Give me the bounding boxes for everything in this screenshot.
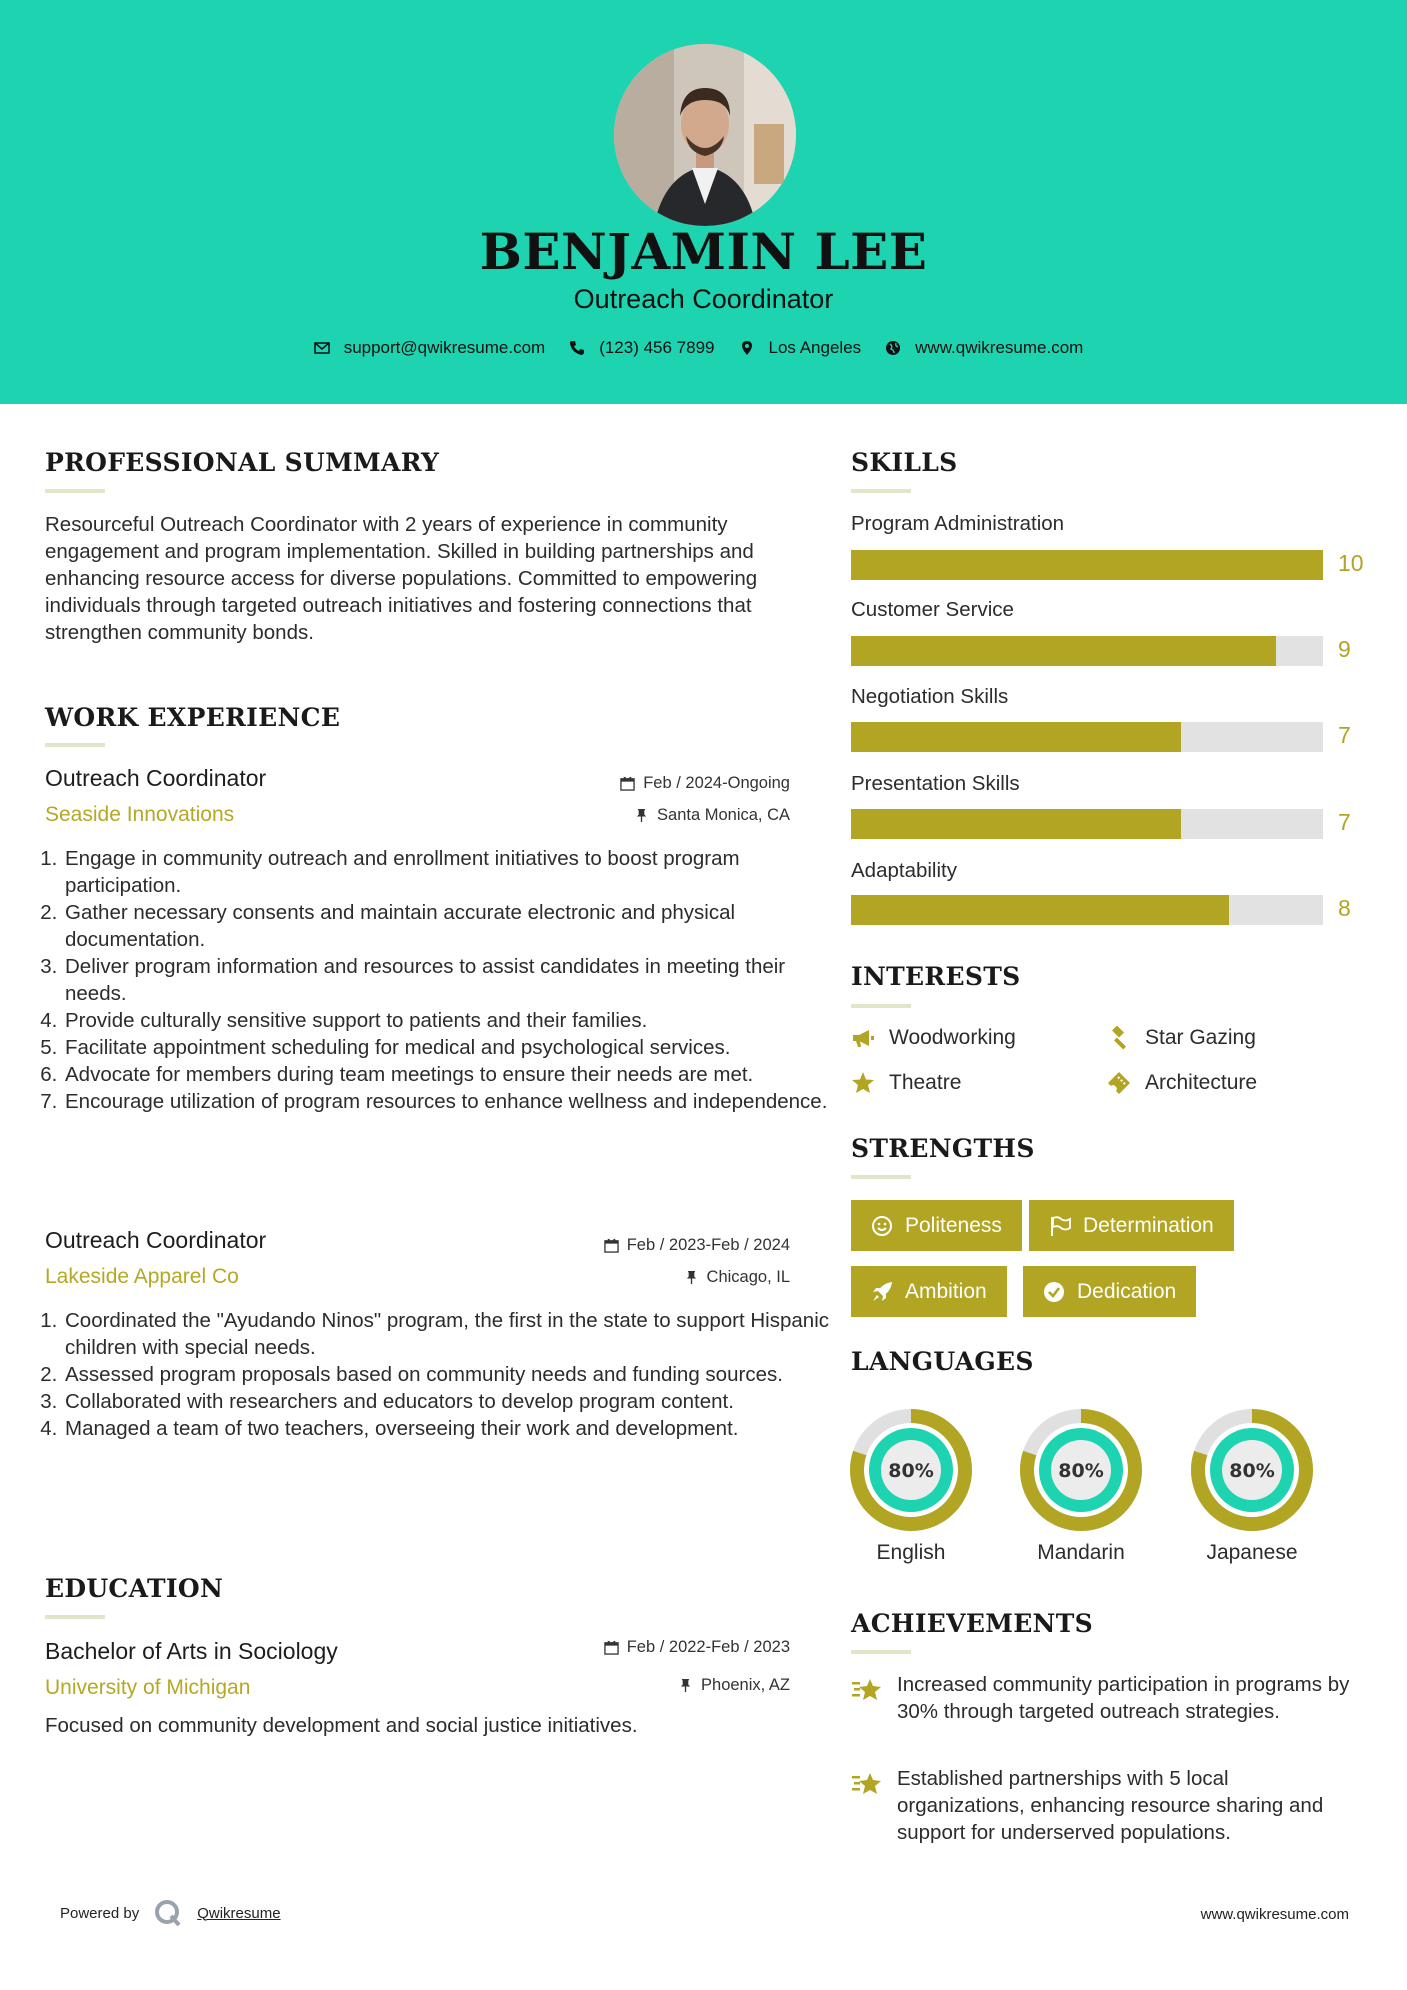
pushpin-icon bbox=[684, 1270, 699, 1285]
list-item: 5. Facilitate appointment scheduling for medical and psychological services. bbox=[63, 1034, 833, 1061]
star-icon bbox=[851, 1071, 875, 1095]
skill-value: 7 bbox=[1338, 809, 1351, 835]
phone-icon bbox=[569, 340, 585, 356]
contact-phone bbox=[569, 338, 714, 358]
language-name: English bbox=[876, 1541, 946, 1564]
strengths-rule bbox=[851, 1175, 911, 1179]
skills-rule bbox=[851, 489, 911, 493]
education-heading: EDUCATION bbox=[45, 1574, 224, 1603]
achievement-text: Increased community participation in programs by 30% through targeted outreach strategies. bbox=[897, 1673, 1350, 1723]
job-location: Santa Monica, CA bbox=[634, 806, 790, 825]
experience-heading: WORK EXPERIENCE bbox=[45, 703, 341, 732]
interests-heading: INTERESTS bbox=[851, 962, 1021, 991]
skill-bar-fill bbox=[851, 809, 1181, 839]
summary-heading: PROFESSIONAL SUMMARY bbox=[45, 448, 440, 477]
language-item bbox=[1191, 1409, 1313, 1565]
pushpin-icon bbox=[634, 808, 649, 823]
list-item: 1. Engage in community outreach and enrollment initiatives to boost program participation. bbox=[63, 845, 833, 899]
check-circle-icon bbox=[1043, 1281, 1065, 1303]
list-item: 3. Deliver program information and resources to assist candidates in meeting their needs. bbox=[63, 953, 833, 1007]
skill-bar-fill bbox=[851, 895, 1229, 925]
education-rule bbox=[45, 1615, 105, 1619]
calendar-icon bbox=[604, 1640, 619, 1655]
list-item: 4. Managed a team of two teachers, overseeing their work and development. bbox=[63, 1415, 833, 1442]
achievement-text: Established partnerships with 5 local organizations, enhancing resource sharing and support for underserved populations. bbox=[897, 1767, 1324, 1844]
shooting-star-icon bbox=[851, 1673, 883, 1705]
language-name: Mandarin bbox=[1037, 1541, 1125, 1564]
pushpin-icon bbox=[678, 1678, 693, 1693]
job-title: Outreach Coordinator bbox=[45, 765, 267, 791]
resume-header bbox=[0, 0, 1407, 404]
globe-icon bbox=[885, 340, 901, 356]
achievements-heading: ACHIEVEMENTS bbox=[851, 1609, 1093, 1638]
summary-rule bbox=[45, 489, 105, 493]
interest-item: Woodworking bbox=[851, 1026, 1016, 1050]
list-item: 4. Provide culturally sensitive support to patients and their families. bbox=[63, 1007, 833, 1034]
language-percent: 80% bbox=[888, 1460, 934, 1482]
degree-title: Bachelor of Arts in Sociology bbox=[45, 1638, 338, 1664]
skill-bar bbox=[851, 895, 1323, 925]
skill-bar bbox=[851, 550, 1323, 580]
skills-heading: SKILLS bbox=[851, 448, 958, 477]
skill-value: 10 bbox=[1338, 550, 1364, 576]
skill-bar-fill bbox=[851, 636, 1276, 666]
skill-label: Adaptability bbox=[851, 859, 957, 882]
list-item: 7. Encourage utilization of program resources to enhance wellness and independence. bbox=[63, 1088, 833, 1115]
language-donut bbox=[850, 1409, 972, 1531]
rocket-icon bbox=[871, 1281, 893, 1303]
powered-by-label: Powered by bbox=[60, 1904, 140, 1922]
website-text[interactable]: www.qwikresume.com bbox=[915, 338, 1084, 357]
smile-icon bbox=[871, 1215, 893, 1237]
language-name: Japanese bbox=[1206, 1541, 1298, 1564]
envelope-icon bbox=[314, 340, 330, 356]
email-text[interactable]: support@qwikresume.com bbox=[343, 338, 546, 357]
strength-badge: Determination bbox=[1029, 1200, 1234, 1251]
skill-bar-fill bbox=[851, 722, 1181, 752]
summary-text: Resourceful Outreach Coordinator with 2 years of experience in community engagement and program implementation. Skilled in building partnerships and enhancing resource access for diverse populations. Committed to empowering individuals through targeted outreach initiatives and fostering connections that strengthen community bonds. bbox=[45, 513, 758, 644]
skill-bar bbox=[851, 722, 1323, 752]
skill-value: 7 bbox=[1338, 722, 1351, 748]
job-dates: Feb / 2023-Feb / 2024 bbox=[604, 1236, 790, 1255]
shooting-star-icon bbox=[851, 1767, 883, 1799]
location-text: Los Angeles bbox=[768, 338, 862, 357]
education-location: Phoenix, AZ bbox=[678, 1676, 790, 1695]
skill-bar bbox=[851, 809, 1323, 839]
job-title: Outreach Coordinator bbox=[45, 1227, 267, 1253]
achievements-rule bbox=[851, 1650, 911, 1654]
language-percent: 80% bbox=[1058, 1460, 1104, 1482]
languages-heading: LANGUAGES bbox=[851, 1347, 1034, 1376]
footer-powered-by bbox=[60, 1898, 281, 1928]
language-donut bbox=[1191, 1409, 1313, 1531]
achievement-item bbox=[851, 1765, 1351, 1846]
list-item: 3. Collaborated with researchers and educators to develop program content. bbox=[63, 1388, 833, 1415]
phone-text: (123) 456 7899 bbox=[599, 338, 715, 357]
experience-rule bbox=[45, 743, 105, 747]
skill-value: 9 bbox=[1338, 636, 1351, 662]
interest-item: Theatre bbox=[851, 1071, 961, 1095]
interest-item: Star Gazing bbox=[1107, 1026, 1256, 1050]
contact-bar bbox=[0, 338, 1407, 358]
education-description: Focused on community development and social justice initiatives. bbox=[45, 1714, 638, 1737]
skill-value: 8 bbox=[1338, 895, 1351, 921]
list-item: 2. Assessed program proposals based on community needs and funding sources. bbox=[63, 1361, 833, 1388]
contact-email bbox=[314, 338, 546, 358]
school-name: University of Michigan bbox=[45, 1676, 251, 1699]
list-item: 2. Gather necessary consents and maintain accurate electronic and physical documentation. bbox=[63, 899, 833, 953]
flag-icon bbox=[1049, 1215, 1071, 1237]
language-percent: 80% bbox=[1229, 1460, 1275, 1482]
candidate-name: BENJAMIN LEE bbox=[479, 222, 928, 281]
gavel-icon bbox=[1107, 1026, 1131, 1050]
calendar-icon bbox=[620, 776, 635, 791]
skill-bar bbox=[851, 636, 1323, 666]
education-dates: Feb / 2022-Feb / 2023 bbox=[604, 1638, 790, 1657]
footer-url[interactable]: www.qwikresume.com bbox=[1200, 1906, 1349, 1923]
skill-bar-fill bbox=[851, 550, 1323, 580]
skill-label: Negotiation Skills bbox=[851, 685, 1009, 708]
language-item bbox=[1020, 1409, 1142, 1565]
contact-location bbox=[739, 338, 862, 358]
brand-link[interactable]: Qwikresume bbox=[197, 1904, 281, 1922]
calendar-icon bbox=[604, 1238, 619, 1253]
qwikresume-logo-icon bbox=[153, 1898, 183, 1928]
skill-label: Customer Service bbox=[851, 598, 1014, 621]
job-duties-list bbox=[28, 1307, 833, 1442]
strength-badge: Ambition bbox=[851, 1266, 1007, 1317]
list-item: 1. Coordinated the "Ayudando Ninos" program, the first in the state to support Hispanic children with special needs. bbox=[63, 1307, 833, 1361]
candidate-title: Outreach Coordinator bbox=[573, 284, 834, 314]
strength-badge: Politeness bbox=[851, 1200, 1022, 1251]
language-donut bbox=[1020, 1409, 1142, 1531]
job-company: Lakeside Apparel Co bbox=[45, 1265, 239, 1288]
interests-rule bbox=[851, 1004, 911, 1008]
skill-label: Presentation Skills bbox=[851, 772, 1020, 795]
job-dates: Feb / 2024-Ongoing bbox=[620, 774, 790, 793]
language-item bbox=[850, 1409, 972, 1565]
map-marker-icon bbox=[739, 340, 755, 356]
interest-item: Architecture bbox=[1107, 1071, 1257, 1095]
job-duties-list bbox=[28, 845, 833, 1115]
strengths-heading: STRENGTHS bbox=[851, 1134, 1035, 1163]
strength-badge: Dedication bbox=[1023, 1266, 1196, 1317]
profile-photo bbox=[614, 44, 796, 226]
skill-label: Program Administration bbox=[851, 512, 1065, 535]
job-company: Seaside Innovations bbox=[45, 803, 235, 826]
list-item: 6. Advocate for members during team meetings to ensure their needs are met. bbox=[63, 1061, 833, 1088]
megaphone-icon bbox=[851, 1026, 875, 1050]
ticket-icon bbox=[1107, 1071, 1131, 1095]
contact-website bbox=[885, 338, 1083, 358]
achievement-item bbox=[851, 1671, 1351, 1725]
job-location: Chicago, IL bbox=[684, 1268, 790, 1287]
